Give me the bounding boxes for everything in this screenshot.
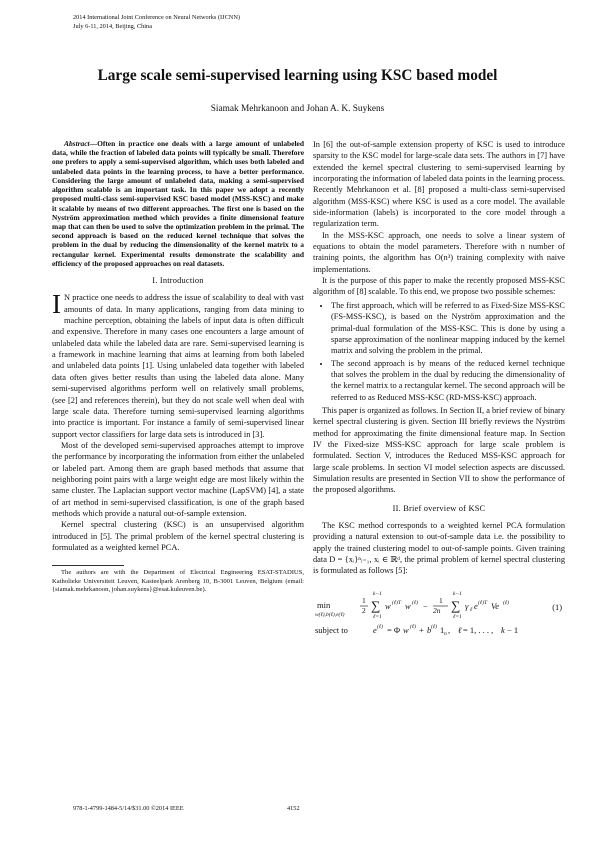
- svg-text:e: e: [474, 600, 478, 611]
- svg-text:(ℓ): (ℓ): [503, 599, 509, 606]
- conference-name: 2014 International Joint Conference on Neural Networks (IJCNN): [73, 14, 240, 21]
- svg-text:Ve: Ve: [491, 600, 500, 611]
- svg-text:ℓ: ℓ: [470, 606, 473, 613]
- scheme-item-fixed-size: • The first approach, which will be referred to as Fixed-Size MSS-KSC (FS-MSS-KSC), is based on the Nyström approximation and the primal-dual formulation of the MSS-KSC. This is done by using a sparse approximation of the nonlinear mapping induced by the kernel matrix and solving the problem in the primal.: [331, 300, 565, 357]
- svg-text:− 1: − 1: [507, 624, 519, 635]
- conference-header: [73, 14, 240, 31]
- drop-cap: I: [52, 289, 61, 320]
- right-paragraph-1: In [6] the out-of-sample extension property of KSC is used to introduce sparsity to the KSC model for large-scale data sets. The authors in [7] have extended the kernel spectral clustering to semi-supervised learning by incorporating the information of labeled data points in the learning process. Recently Mehrkanoon et al. [8] proposed a multi-class semi-supervised algorithm (MSS-KSC) where KSC is used as a core model. The available side-information (labels) is incorporated to the core model through a regularization term.: [313, 140, 565, 229]
- svg-text:ℓ=1: ℓ=1: [373, 613, 382, 620]
- svg-text:= Φ: = Φ: [387, 624, 401, 635]
- svg-text:∑: ∑: [451, 597, 461, 613]
- svg-text:γ: γ: [465, 600, 469, 611]
- intro-paragraph-3: Kernel spectral clustering (KSC) is an unsupervised algorithm introduced in [5]. The primal problem of the kernel spectral clustering is formulated as a weighted kernel PCA.: [52, 520, 304, 552]
- svg-text:(ℓ)T: (ℓ)T: [392, 599, 402, 606]
- svg-text:= 1, . . . ,: = 1, . . . ,: [463, 624, 494, 635]
- equation-1-formula: [313, 581, 565, 639]
- svg-text:ℓ=1: ℓ=1: [453, 613, 462, 620]
- svg-text:e: e: [373, 624, 377, 635]
- svg-text:,: ,: [448, 624, 451, 635]
- abstract: Abstract—Often in practice one deals with a large amount of unlabeled data, while the fraction of labeled data points will typically be small. Therefore one prefers to apply a semi-supervised algorithm, which uses both labeled and unlabeled data points in the learning process, to have a better performance. Considering the large amount of unlabeled data, making a semi-supervised algorithm scalable is an important task. In this paper we adopt a recently proposed multi-class semi-supervised KSC based model (MSS-KSC) and make it scalable by means of two different approaches. The first one is based on the Nyström approximation method which provides a finite dimensional feature map that can then be used to solve the optimization problem in the primal. The second approach is based on the reduced kernel technique that solves the problem in the dual by reducing the dimensionality of the kernel matrix to a rectangular kernel. Experimental results demonstrate the scalability and efficiency of the proposed approaches on real datasets.: [52, 139, 304, 268]
- eq-half-num: 1: [362, 595, 366, 605]
- svg-text:−: −: [423, 600, 428, 611]
- svg-text:(ℓ)T: (ℓ)T: [478, 599, 488, 606]
- eq-half-den: 2: [362, 605, 366, 615]
- svg-text:2n: 2n: [433, 605, 441, 615]
- footer-page-number: 4152: [287, 805, 300, 812]
- scheme-list: [313, 300, 565, 403]
- right-paragraph-5: The KSC method corresponds to a weighted kernel PCA formulation providing a natural extension to out-of-sample data i.e. the possibility to apply the trained clustering model to out-of-sample points. Given training data D = {xᵢ}ⁿᵢ₌₁, xᵢ ∈ ℝᵈ, the primal problem of kernel spectral clustering is formulated as follows [5]:: [313, 521, 565, 576]
- abstract-label: Abstract: [64, 139, 90, 148]
- svg-text:k−1: k−1: [453, 590, 462, 597]
- svg-text:b: b: [427, 624, 432, 635]
- svg-text:∑: ∑: [371, 597, 381, 613]
- svg-text:w: w: [385, 600, 391, 611]
- right-column: [313, 139, 565, 639]
- intro-paragraph-2: Most of the developed semi-supervised approaches attempt to improve the performance by incorporating the information from either the unlabeled or labeled part. Among them are graph based methods that assume that neighboring point pairs with a large weight edge are most likely within the same cluster. The Laplacian support vector machine (LapSVM) [4], a state of art method in semi-supervised classification, is one of the graph based methods which provide a natural out-of-sample extension.: [52, 440, 304, 518]
- abstract-text: Often in practice one deals with a large amount of unlabeled data, while the fraction of labeled data points will typically be small. Therefore one prefers to apply a semi-supervised algorithm, which uses both labeled and unlabeled data points in the learning process, to have a better performance. Considering the large amount of unlabeled data, making a semi-supervised algorithm scalable is an important task. In this paper we adopt a recently proposed multi-class semi-supervised KSC based model (MSS-KSC) and make it scalable by means of two different approaches. The first one is based on the Nyström approximation method which provides a finite dimensional feature map that can then be used to solve the optimization problem in the primal. The second approach is based on the reduced kernel technique that solves the problem in the dual by reducing the dimensionality of the kernel matrix to a rectangular kernel. Experimental results demonstrate the scalability and efficiency of the proposed approaches on real datasets.: [52, 139, 304, 268]
- eq-subject-to-label: subject to: [315, 624, 348, 635]
- svg-text:k−1: k−1: [373, 590, 382, 597]
- paper-title: Large scale semi-supervised learning using KSC based model: [97, 67, 498, 84]
- section-heading-introduction: I. Introduction: [152, 276, 204, 286]
- eq-min-sub: w(ℓ),b(ℓ),e(ℓ): [315, 611, 345, 618]
- svg-text:(ℓ): (ℓ): [431, 623, 437, 630]
- section-heading-ksc: II. Brief overview of KSC: [392, 503, 486, 513]
- right-paragraph-3: It is the purpose of this paper to make the recently proposed MSS-KSC algorithm of [8] scalable. To this end, we propose two possible schemes:: [313, 276, 565, 297]
- svg-text:(ℓ): (ℓ): [412, 599, 418, 606]
- svg-text:1: 1: [440, 624, 445, 635]
- svg-text:(ℓ): (ℓ): [410, 623, 416, 630]
- left-column: [52, 139, 304, 594]
- footnote-rule: [52, 565, 124, 566]
- right-paragraph-4: This paper is organized as follows. In Section II, a brief review of binary kernel spectral clustering is given. Section III briefly reviews the Nyström method for approximating the finite dimensional feature map. In Section IV the Fixed-size MSS-KSC approach for large scale problem is formulated. Section V, introduces the Reduced MSS-KSC approach for large scale problems. In section VI model selection aspects are discussed. Simulation results are presented in Section VII to show the performance of the proposed algorithms.: [313, 405, 565, 495]
- svg-text:k: k: [501, 624, 505, 635]
- svg-text:w: w: [405, 600, 411, 611]
- svg-text:n: n: [444, 630, 447, 637]
- conference-date-place: July 6-11, 2014, Beijing, China: [73, 22, 152, 30]
- equation-1-number: (1): [552, 602, 562, 612]
- eq-min: min: [317, 599, 331, 610]
- author-footnote: The authors are with the Department of Electrical Engineering ESAT-STADIUS, Katholieke Universiteit Leuven, Kasteelpark Arenberg 10, B-3001 Leuven, Belgium (email: {siamak.mehrkanoon, johan.suykens}@esat.kuleuven.be).: [52, 569, 304, 593]
- scheme-item-reduced: • The second approach is by means of the reduced kernel technique that solves the problem in the dual by reducing the dimensionality of the kernel matrix to a rectangular kernel. The second approach will be referred to as Reduced MSS-KSC (RD-MSS-KSC) approach.: [331, 358, 565, 403]
- svg-text:(ℓ): (ℓ): [377, 623, 383, 630]
- svg-text:+: +: [419, 624, 424, 635]
- svg-text:ℓ: ℓ: [458, 624, 462, 635]
- intro-paragraph-1-text: N practice one needs to address the issue of scalability to deal with vast amounts of data. In many applications, ranging from data mining to machine perception, obtaining the labels of input data is often difficult and expensive. Therefore in many cases one encounters a large amount of unlabeled data while the labeled data are rare. Semi-supervised learning is a framework in machine learning that aims at learning from both labeled and unlabeled data points [1]. Using unlabeled data together with labeled data often gives better results than using the labeled data alone. Many semi-supervised algorithms perform well on relatively small problems, (see [2] and references therein), but they do not scale well when deal with large scale data. Therefore turning semi-supervised learning algorithms into practice is important. For instance a family of semi-supervised linear support vector classifiers for large data sets is introduced in [3].: [52, 293, 304, 439]
- paper-authors: Siamak Mehrkanoon and Johan A. K. Suykens: [210, 104, 385, 114]
- intro-paragraph-1: [52, 289, 304, 439]
- svg-text:1: 1: [439, 595, 443, 605]
- footer-isbn: 978-1-4799-1484-5/14/$31.00 ©2014 IEEE: [73, 805, 184, 812]
- right-paragraph-2: In the MSS-KSC approach, one needs to solve a linear system of equations to obtain the model parameters. Therefore with n number of training points, the algorithm has O(n³) training complexity with naive implementations.: [313, 230, 565, 274]
- equation-1: [313, 581, 565, 639]
- svg-text:w: w: [403, 624, 409, 635]
